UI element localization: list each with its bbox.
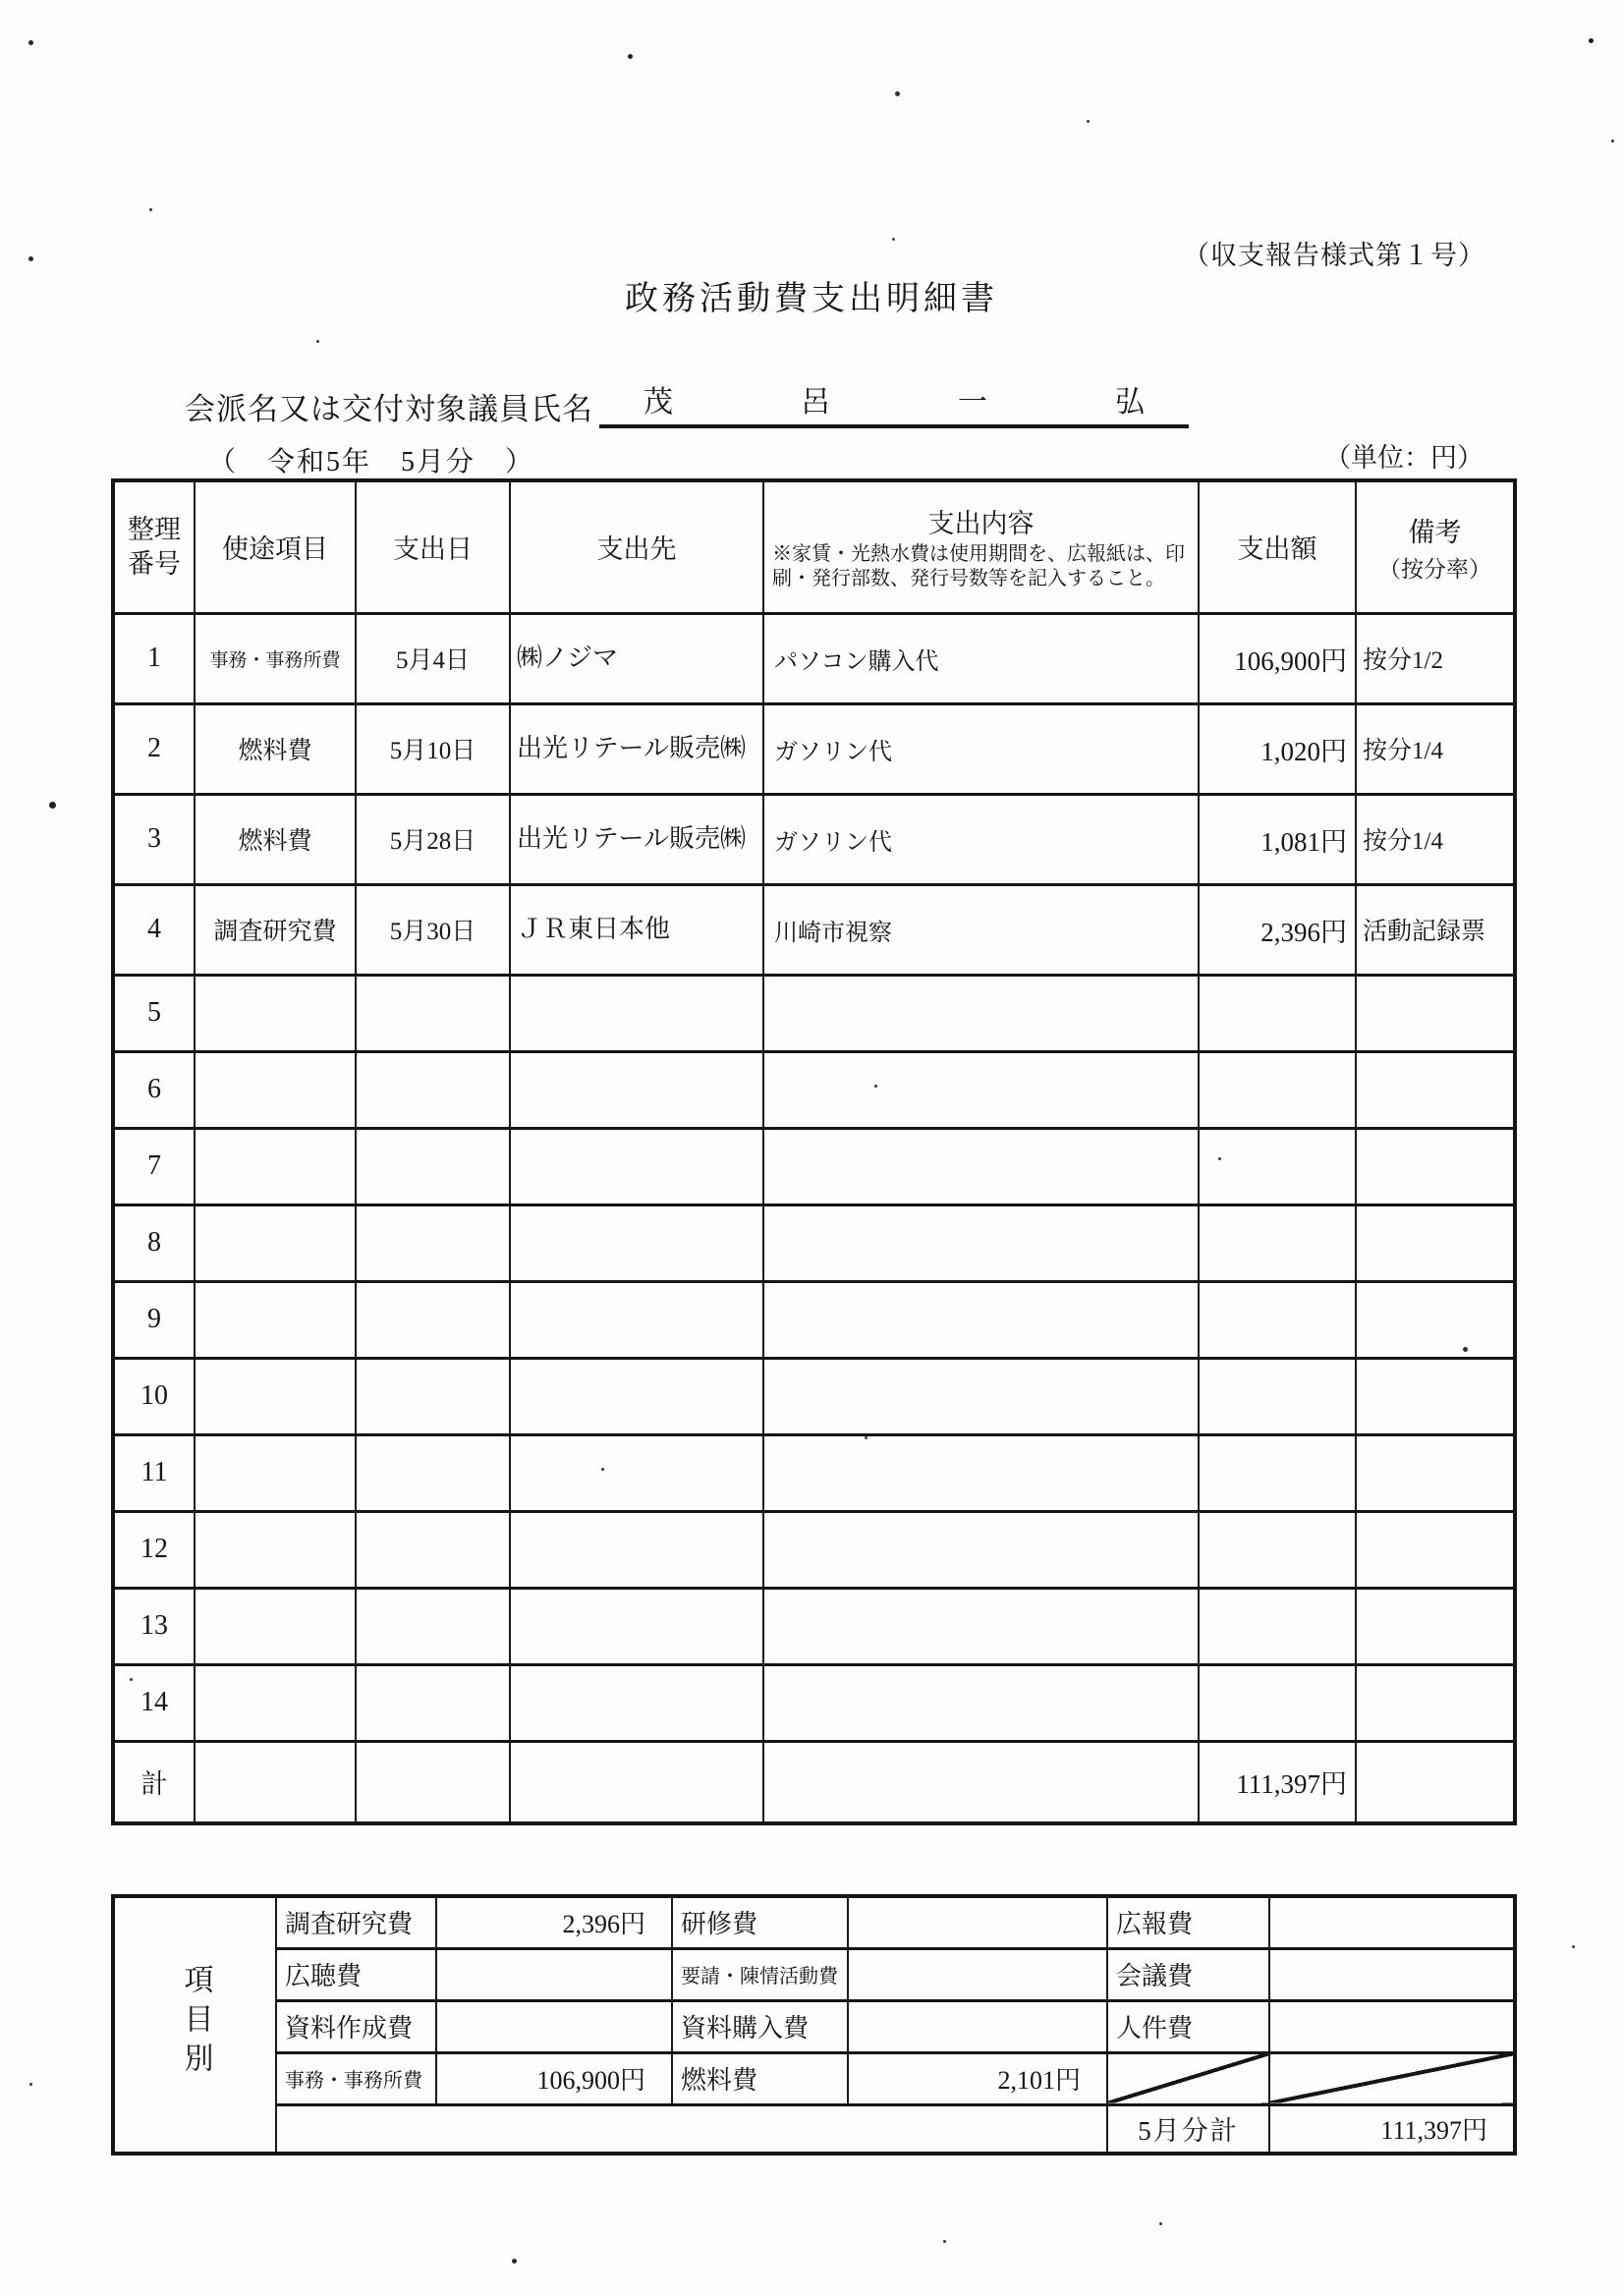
header-description	[763, 480, 1199, 613]
cell-note	[1356, 975, 1515, 1051]
table-row	[113, 1204, 1515, 1281]
summary-row	[113, 2052, 1515, 2104]
cell-payee	[510, 1358, 763, 1434]
table-row	[113, 1588, 1515, 1664]
table-row	[113, 1281, 1515, 1358]
summary-label: 事務・事務所費	[276, 2052, 436, 2104]
cell-description	[763, 1281, 1199, 1358]
table-row	[113, 1128, 1515, 1204]
table-row	[113, 1051, 1515, 1128]
cell-amount	[1199, 1434, 1356, 1511]
table-row	[113, 703, 1515, 794]
summary-value	[1269, 1896, 1515, 1948]
cell-payee	[510, 1128, 763, 1204]
cell-category: 燃料費	[195, 703, 356, 794]
cell-note	[1356, 1358, 1515, 1434]
name-line	[185, 377, 1189, 428]
expense-table-header-row	[113, 480, 1515, 613]
cell-empty	[276, 2104, 1107, 2154]
cell-category	[195, 1358, 356, 1434]
cell-payee: 出光リテール販売㈱	[510, 794, 763, 884]
cell-payee: ㈱ノジマ	[510, 613, 763, 703]
cell-description	[763, 1588, 1199, 1664]
cell-no: 3	[113, 794, 195, 884]
summary-value	[436, 1948, 672, 2000]
cell-note: 按分1/2	[1356, 613, 1515, 703]
cell-category	[195, 1511, 356, 1588]
cell-no: 1	[113, 613, 195, 703]
cell-no: 13	[113, 1588, 195, 1664]
cell-amount	[1199, 1204, 1356, 1281]
period-label: （ 令和5年 5月分 ）	[208, 447, 535, 477]
cell-description: パソコン購入代	[763, 613, 1199, 703]
cell-note: 按分1/4	[1356, 794, 1515, 884]
cell-category	[195, 1281, 356, 1358]
cell-date	[356, 975, 510, 1051]
cell-empty	[510, 1741, 763, 1823]
page-title: 政務活動費支出明細書	[625, 281, 998, 317]
summary-value	[436, 2000, 672, 2052]
summary-row	[113, 1948, 1515, 2000]
cell-note	[1356, 1204, 1515, 1281]
cell-note	[1356, 1281, 1515, 1358]
cell-amount	[1199, 975, 1356, 1051]
cell-category	[195, 1128, 356, 1204]
summary-label: 人件費	[1107, 2000, 1269, 2052]
cell-date	[356, 1588, 510, 1664]
summary-row	[113, 1896, 1515, 1948]
summary-side-label: 項目別	[179, 1963, 212, 2082]
cell-empty	[1356, 1741, 1515, 1823]
summary-value	[1269, 1948, 1515, 2000]
cell-amount: 1,081円	[1199, 794, 1356, 884]
summary-label: 広聴費	[276, 1948, 436, 2000]
name-label: 会派名又は交付対象議員氏名	[185, 392, 593, 426]
summary-label: 要請・陳情活動費	[672, 1948, 848, 2000]
cell-no: 14	[113, 1664, 195, 1741]
table-row	[113, 975, 1515, 1051]
cell-no: 9	[113, 1281, 195, 1358]
header-description-title: 支出内容	[927, 508, 1035, 538]
header-payee: 支出先	[510, 480, 763, 613]
cell-amount	[1199, 1588, 1356, 1664]
summary-label: 燃料費	[672, 2052, 848, 2104]
cell-no: 2	[113, 703, 195, 794]
cell-date	[356, 1128, 510, 1204]
cell-amount: 1,020円	[1199, 703, 1356, 794]
table-row	[113, 1358, 1515, 1434]
cell-payee: 出光リテール販売㈱	[510, 703, 763, 794]
cell-date: 5月28日	[356, 794, 510, 884]
cell-description	[763, 1358, 1199, 1434]
cell-payee	[510, 1511, 763, 1588]
total-amount: 111,397円	[1199, 1741, 1356, 1823]
cell-no: 7	[113, 1128, 195, 1204]
unit-note: （単位：円）	[1324, 443, 1483, 473]
cell-description: ガソリン代	[763, 703, 1199, 794]
cell-no: 8	[113, 1204, 195, 1281]
table-row	[113, 884, 1515, 975]
cell-category: 燃料費	[195, 794, 356, 884]
table-row	[113, 613, 1515, 703]
cell-date	[356, 1664, 510, 1741]
diagonal-blank-cell	[1107, 2052, 1269, 2104]
cell-payee: ＪＲ東日本他	[510, 884, 763, 975]
cell-date	[356, 1358, 510, 1434]
cell-category: 調査研究費	[195, 884, 356, 975]
summary-total-label: 5月分計	[1107, 2104, 1269, 2154]
summary-row	[113, 2000, 1515, 2052]
cell-description	[763, 1511, 1199, 1588]
summary-value: 2,101円	[848, 2052, 1107, 2104]
header-category: 使途項目	[195, 480, 356, 613]
summary-value: 106,900円	[436, 2052, 672, 2104]
header-date: 支出日	[356, 480, 510, 613]
summary-value	[848, 1896, 1107, 1948]
cell-note: 活動記録票	[1356, 884, 1515, 975]
cell-date: 5月30日	[356, 884, 510, 975]
cell-description: ガソリン代	[763, 794, 1199, 884]
cell-amount	[1199, 1128, 1356, 1204]
cell-amount: 106,900円	[1199, 613, 1356, 703]
cell-payee	[510, 1664, 763, 1741]
table-row	[113, 1664, 1515, 1741]
header-note	[1356, 480, 1515, 613]
cell-date	[356, 1281, 510, 1358]
cell-category	[195, 1051, 356, 1128]
cell-category	[195, 975, 356, 1051]
cell-no: 10	[113, 1358, 195, 1434]
cell-payee	[510, 1588, 763, 1664]
category-summary-table	[111, 1894, 1517, 2156]
cell-amount	[1199, 1358, 1356, 1434]
cell-category	[195, 1434, 356, 1511]
cell-description	[763, 1664, 1199, 1741]
cell-date	[356, 1434, 510, 1511]
header-note-title: 備考	[1408, 517, 1462, 547]
cell-note	[1356, 1588, 1515, 1664]
cell-category: 事務・事務所費	[195, 613, 356, 703]
cell-description	[763, 975, 1199, 1051]
header-no: 整理番号	[113, 480, 195, 613]
cell-amount: 2,396円	[1199, 884, 1356, 975]
cell-note	[1356, 1434, 1515, 1511]
cell-note	[1356, 1128, 1515, 1204]
cell-no: 4	[113, 884, 195, 975]
diagonal-blank-cell	[1269, 2052, 1515, 2104]
cell-amount	[1199, 1281, 1356, 1358]
cell-amount	[1199, 1051, 1356, 1128]
summary-total-row	[113, 2104, 1515, 2154]
cell-description	[763, 1128, 1199, 1204]
cell-note	[1356, 1664, 1515, 1741]
cell-date	[356, 1511, 510, 1588]
expense-table	[111, 478, 1517, 1825]
cell-empty	[356, 1741, 510, 1823]
scan-noise	[0, 0, 3, 3]
summary-label: 広報費	[1107, 1896, 1269, 1948]
cell-amount	[1199, 1664, 1356, 1741]
cell-description	[763, 1051, 1199, 1128]
cell-empty	[195, 1741, 356, 1823]
summary-label: 会議費	[1107, 1948, 1269, 2000]
total-row-label: 計	[113, 1741, 195, 1823]
table-row	[113, 794, 1515, 884]
cell-no: 6	[113, 1051, 195, 1128]
cell-payee	[510, 1051, 763, 1128]
summary-value	[848, 2000, 1107, 2052]
table-row	[113, 1434, 1515, 1511]
cell-description	[763, 1204, 1199, 1281]
cell-note	[1356, 1511, 1515, 1588]
cell-category	[195, 1588, 356, 1664]
header-note-sub: （按分率）	[1378, 556, 1491, 582]
cell-payee	[510, 1281, 763, 1358]
cell-payee	[510, 1434, 763, 1511]
summary-value	[848, 1948, 1107, 2000]
cell-note	[1356, 1051, 1515, 1128]
summary-side-label-cell	[113, 1896, 276, 2154]
summary-label: 資料購入費	[672, 2000, 848, 2052]
header-description-note: ※家賃・光熱水費は使用期間を、広報紙は、印刷・発行部数、発行号数等を記入すること。	[772, 542, 1185, 590]
cell-description: 川崎市視察	[763, 884, 1199, 975]
member-name-value: 茂呂一弘	[599, 377, 1189, 428]
cell-no: 5	[113, 975, 195, 1051]
cell-date	[356, 1204, 510, 1281]
total-row	[113, 1741, 1515, 1823]
summary-total-value: 111,397円	[1269, 2104, 1515, 2154]
summary-label: 研修費	[672, 1896, 848, 1948]
summary-value	[1269, 2000, 1515, 2052]
summary-value: 2,396円	[436, 1896, 672, 1948]
cell-category	[195, 1664, 356, 1741]
table-row	[113, 1511, 1515, 1588]
cell-date: 5月10日	[356, 703, 510, 794]
header-amount: 支出額	[1199, 480, 1356, 613]
cell-payee	[510, 975, 763, 1051]
cell-payee	[510, 1204, 763, 1281]
cell-date: 5月4日	[356, 613, 510, 703]
cell-empty	[763, 1741, 1199, 1823]
form-code: （収支報告様式第１号）	[1183, 241, 1485, 270]
cell-category	[195, 1204, 356, 1281]
cell-no: 11	[113, 1434, 195, 1511]
cell-no: 12	[113, 1511, 195, 1588]
cell-date	[356, 1051, 510, 1128]
summary-label: 調査研究費	[276, 1896, 436, 1948]
summary-label: 資料作成費	[276, 2000, 436, 2052]
cell-description	[763, 1434, 1199, 1511]
cell-amount	[1199, 1511, 1356, 1588]
cell-note: 按分1/4	[1356, 703, 1515, 794]
